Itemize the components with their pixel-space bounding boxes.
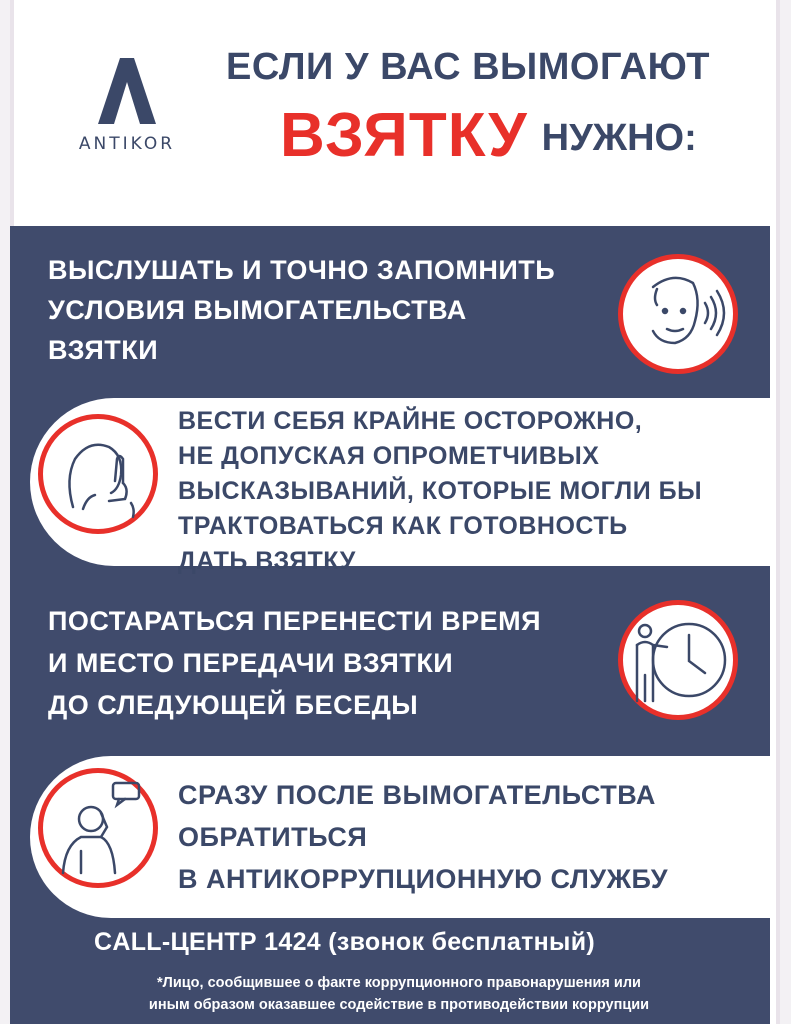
headline-line1: ЕСЛИ У ВАС ВЫМОГАЮТ <box>226 46 711 88</box>
sheet-edge-right <box>776 0 780 1024</box>
footnote-line1: *Лицо, сообщившее о факте коррупционного правонарушения или <box>157 975 641 991</box>
step4-text <box>178 774 668 900</box>
step1-line3: ВЗЯТКИ <box>48 335 159 365</box>
headline-accent: ВЗЯТКУ <box>280 101 528 170</box>
headline-line2 <box>280 100 697 171</box>
step4-line2: ОБРАТИТЬСЯ <box>178 822 368 852</box>
step3-line3: ДО СЛЕДУЮЩЕЙ БЕСЕДЫ <box>48 690 419 720</box>
step4-line1: СРАЗУ ПОСЛЕ ВЫМОГАТЕЛЬСТВА <box>178 780 656 810</box>
step2-line3: ВЫСКАЗЫВАНИЙ, КОТОРЫЕ МОГЛИ БЫ <box>178 477 703 505</box>
step3-text <box>48 600 541 726</box>
step4-line3: В АНТИКОРРУПЦИОННУЮ СЛУЖБУ <box>178 864 669 894</box>
step3-line1: ПОСТАРАТЬСЯ ПЕРЕНЕСТИ ВРЕМЯ <box>48 606 542 636</box>
listening-face-icon <box>618 254 738 374</box>
person-clock-icon <box>618 600 738 720</box>
step2-line2: НЕ ДОПУСКАЯ ОПРОМЕТЧИВЫХ <box>178 442 600 470</box>
silence-gesture-icon <box>38 414 158 534</box>
phone-call-icon <box>38 768 158 888</box>
brand-name: ANTIKOR <box>78 134 176 154</box>
call-center: CALL-ЦЕНТР 1424 (звонок бесплатный) <box>94 928 596 956</box>
step1-line1: ВЫСЛУШАТЬ И ТОЧНО ЗАПОМНИТЬ <box>48 255 556 285</box>
footnote <box>84 972 714 1016</box>
step1-line2: УСЛОВИЯ ВЫМОГАТЕЛЬСТВА <box>48 295 467 325</box>
step1-text <box>48 250 555 370</box>
step2-line5: ДАТЬ ВЗЯТКУ <box>178 547 356 575</box>
headline-tail: НУЖНО: <box>541 117 697 159</box>
antikor-logo-icon <box>98 58 156 124</box>
step3-line2: И МЕСТО ПЕРЕДАЧИ ВЗЯТКИ <box>48 648 454 678</box>
step2-text <box>178 404 702 579</box>
antikor-logo <box>72 58 182 154</box>
step2-line1: ВЕСТИ СЕБЯ КРАЙНЕ ОСТОРОЖНО, <box>178 407 643 435</box>
step2-line4: ТРАКТОВАТЬСЯ КАК ГОТОВНОСТЬ <box>178 512 628 540</box>
footnote-line2: иным образом оказавшее содействие в противодействии коррупции <box>148 997 650 1013</box>
